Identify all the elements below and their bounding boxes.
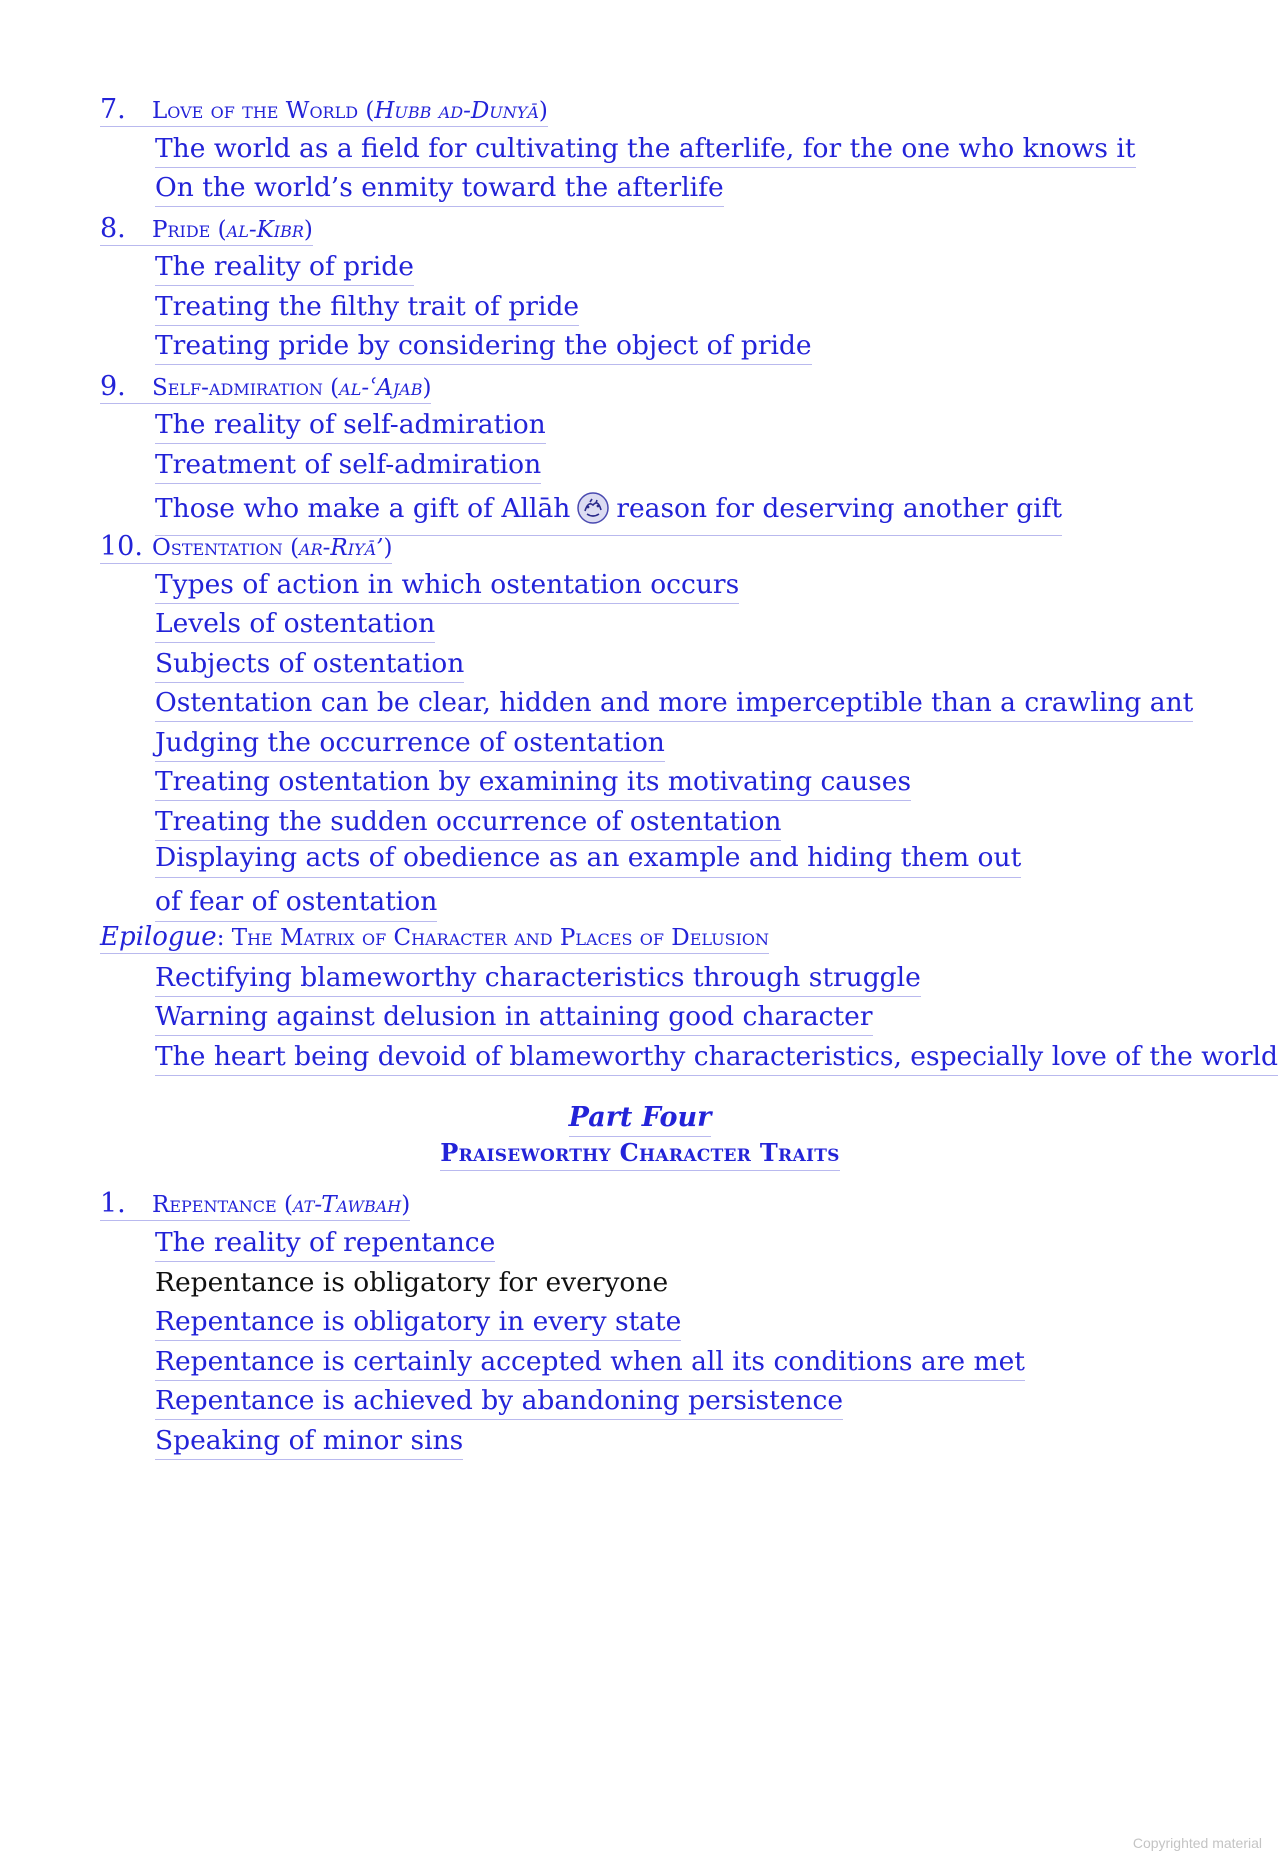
toc-entry[interactable]: Treating the sudden occurrence of ostentation bbox=[155, 809, 781, 841]
toc-entry[interactable]: Ostentation can be clear, hidden and more imperceptible than a crawling ant bbox=[155, 690, 1193, 722]
section-transliteration: al-Kibr bbox=[226, 217, 304, 243]
copyright-watermark: Copyrighted material bbox=[1132, 1835, 1262, 1851]
section-transliteration: al-ʿAjab bbox=[339, 375, 423, 401]
epilogue-label: Epilogue bbox=[100, 922, 217, 952]
section-title: Repentance ( bbox=[152, 1192, 293, 1218]
section-title: Pride ( bbox=[152, 217, 227, 243]
entry-text: Displaying acts of obedience as an example and hiding them out of fear of ostentation bbox=[155, 842, 1021, 922]
toc-entry[interactable]: Repentance is certainly accepted when all its conditions are met bbox=[155, 1349, 1025, 1381]
toc-entry[interactable]: Subjects of ostentation bbox=[155, 651, 464, 683]
toc-entry[interactable]: The heart being devoid of blameworthy characteristics, especially love of the world bbox=[155, 1044, 1278, 1076]
toc-entry[interactable]: The reality of self-admiration bbox=[155, 412, 546, 444]
toc-heading-epilogue[interactable] bbox=[100, 924, 769, 954]
section-title: Self-admiration ( bbox=[152, 375, 340, 401]
section-number: 1. bbox=[100, 1188, 126, 1219]
toc-heading-repentance[interactable]: 1. Repentance (at-Tawbah) bbox=[100, 1188, 411, 1219]
section-number: 8. bbox=[100, 213, 126, 244]
toc-entry[interactable]: Speaking of minor sins bbox=[155, 1428, 463, 1460]
part-subtitle[interactable]: Praiseworthy Character Traits bbox=[0, 1141, 1280, 1165]
toc-entry[interactable]: On the world’s enmity toward the afterlife bbox=[155, 175, 724, 207]
toc-entry-unlinked: Repentance is obligatory for everyone bbox=[155, 1267, 669, 1298]
toc-entry[interactable]: The reality of pride bbox=[155, 254, 414, 286]
toc-entry[interactable]: Treating ostentation by examining its motivating causes bbox=[155, 769, 911, 801]
toc-heading-pride[interactable]: 8. Pride (al-Kibr) bbox=[100, 213, 313, 244]
toc-entry[interactable]: Repentance is obligatory in every state bbox=[155, 1309, 681, 1341]
toc-entry[interactable]: Treating pride by considering the object of pride bbox=[155, 333, 812, 365]
section-number: 10. bbox=[100, 531, 143, 562]
toc-entry[interactable]: Treatment of self-admiration bbox=[155, 452, 541, 484]
section-title: Ostentation ( bbox=[152, 535, 300, 561]
entry-text-continuation: reason for deserving another gift bbox=[616, 493, 1063, 524]
part-title[interactable]: Part Four bbox=[0, 1104, 1280, 1131]
toc-heading-love-of-world[interactable]: 7. Love of the World (Hubb ad-Dunyā) bbox=[100, 94, 548, 125]
toc-entry[interactable]: Types of action in which ostentation occurs bbox=[155, 572, 739, 604]
toc-entry[interactable]: Repentance is achieved by abandoning persistence bbox=[155, 1388, 843, 1420]
toc-entry[interactable]: Judging the occurrence of ostentation bbox=[155, 730, 665, 762]
entry-text: Those who make a gift of Allāh bbox=[155, 493, 571, 524]
calligraphy-honorific-icon bbox=[576, 491, 610, 531]
epilogue-title: : The Matrix of Character and Places of Delusion bbox=[216, 925, 770, 951]
toc-entry[interactable]: The world as a field for cultivating the afterlife, for the one who knows it bbox=[155, 136, 1136, 168]
toc-entry[interactable]: Levels of ostentation bbox=[155, 611, 435, 643]
section-transliteration: ar-Riyā’ bbox=[299, 535, 384, 561]
section-transliteration: at-Tawbah bbox=[293, 1192, 402, 1218]
section-number: 9. bbox=[100, 371, 126, 402]
toc-entry-gift-of-allah[interactable] bbox=[155, 491, 1062, 536]
toc-entry[interactable]: Treating the filthy trait of pride bbox=[155, 294, 579, 326]
toc-entry[interactable]: Warning against delusion in attaining good character bbox=[155, 1004, 873, 1036]
toc-entry[interactable]: The reality of repentance bbox=[155, 1230, 495, 1262]
section-number: 7. bbox=[100, 94, 126, 125]
toc-entry[interactable]: Rectifying blameworthy characteristics through struggle bbox=[155, 965, 921, 997]
toc-entry-wrapped[interactable] bbox=[155, 836, 1055, 924]
section-title: Love of the World ( bbox=[152, 98, 375, 124]
toc-heading-ostentation[interactable]: 10. Ostentation (ar-Riyā’) bbox=[100, 531, 393, 562]
toc-heading-self-admiration[interactable]: 9. Self-admiration (al-ʿAjab) bbox=[100, 371, 432, 402]
section-transliteration: Hubb ad-Dunyā bbox=[374, 98, 539, 124]
